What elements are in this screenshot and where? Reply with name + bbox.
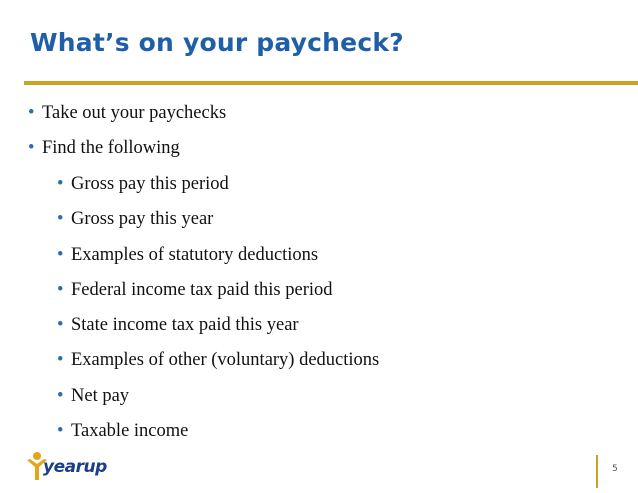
sub-bullet-item xyxy=(57,386,129,407)
bullet-marker: • xyxy=(57,350,64,370)
bullet-marker: • xyxy=(28,138,35,158)
bullet-text: Examples of statutory deductions xyxy=(71,245,319,265)
bullet-marker: • xyxy=(57,386,64,406)
sub-bullet-item xyxy=(57,245,318,266)
bullet-marker: • xyxy=(57,280,64,300)
bullet-text: Examples of other (voluntary) deductions xyxy=(71,350,380,370)
bullet-marker: • xyxy=(57,245,64,265)
bullet-text: State income tax paid this year xyxy=(71,315,299,335)
title-divider xyxy=(24,81,638,85)
bullet-marker: • xyxy=(57,174,64,194)
sub-bullet-item xyxy=(57,280,333,301)
bullet-item xyxy=(28,138,180,159)
sub-bullet-item xyxy=(57,209,213,230)
bullet-text: Federal income tax paid this period xyxy=(71,280,333,300)
bullet-marker: • xyxy=(28,103,35,123)
bullet-marker: • xyxy=(57,315,64,335)
bullet-text: Taxable income xyxy=(71,421,189,441)
sub-bullet-item xyxy=(57,315,299,336)
bullet-marker: • xyxy=(57,421,64,441)
bullet-text: Take out your paychecks xyxy=(42,103,227,123)
bullet-text: Gross pay this year xyxy=(71,209,214,229)
yearup-logo xyxy=(26,451,126,481)
footer-divider xyxy=(596,455,598,488)
logo-wordmark: yearup xyxy=(43,457,107,477)
bullet-item xyxy=(28,103,226,124)
sub-bullet-item xyxy=(57,174,229,195)
bullet-text: Gross pay this period xyxy=(71,174,229,194)
slide-title: What’s on your paycheck? xyxy=(30,28,404,57)
bullet-text: Find the following xyxy=(42,138,180,158)
sub-bullet-item xyxy=(57,421,188,442)
bullet-text: Net pay xyxy=(71,386,130,406)
sub-bullet-item xyxy=(57,350,379,371)
page-number: 5 xyxy=(612,464,618,474)
bullet-marker: • xyxy=(57,209,64,229)
